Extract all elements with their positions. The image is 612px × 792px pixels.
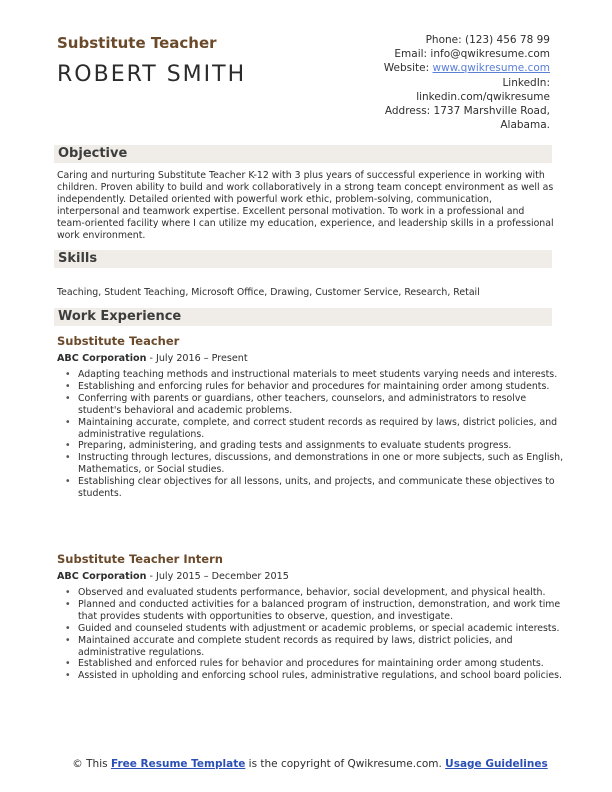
- list-item: • Preparing, administering, and grading tests and assignments to evaluate students progress.: [78, 440, 566, 452]
- free-resume-template-link[interactable]: Free Resume Template: [110, 758, 246, 770]
- job-1-meta: [57, 353, 248, 364]
- list-item: • Instructing through lectures, discussions, and demonstrations in one or more subjects, such as English, Mathematics, or Social studies.: [78, 452, 566, 476]
- candidate-name: ROBERT SMITH: [57, 62, 247, 87]
- resume-job-title: Substitute Teacher: [57, 34, 217, 52]
- list-item: • Established and enforced rules for behavior and procedures for maintaining order among students.: [78, 658, 566, 670]
- objective-text: Caring and nurturing Substitute Teacher K-12 with 3 plus years of successful experience in working with children. Proven ability to build and work collaboratively in a strong team concept environment as well as independently. Detailed oriented with powerful work ethic, problem-solving, communication, interpersonal and teamwork expertise. Excellent personal motivation. To work in a professional and team-oriented facility where I can utilize my education, experience, and leadership skills in a professional work environment.: [57, 170, 554, 242]
- list-item: • Adapting teaching methods and instructional materials to meet students varying needs and interests.: [78, 369, 566, 381]
- list-item: • Planned and conducted activities for a balanced program of instruction, demonstration, and work time that provides students with opportunities to observe, question, and investigate.: [78, 599, 566, 623]
- list-item: • Observed and evaluated students performance, behavior, social development, and physical health.: [78, 587, 566, 599]
- contact-linkedin-label: LinkedIn:: [502, 76, 550, 89]
- list-item: • Maintaining accurate, complete, and correct student records as required by laws, district policies, and administrative regulations.: [78, 417, 566, 441]
- contact-linkedin-value: linkedin.com/qwikresume: [416, 90, 550, 103]
- objective-section-header: [54, 145, 552, 163]
- skills-heading: Skills: [58, 251, 98, 266]
- job-1-title: Substitute Teacher: [57, 334, 180, 348]
- contact-website: [300, 61, 550, 75]
- list-item: • Maintained accurate and complete student records as required by laws, district policies, and administrative regulations.: [78, 635, 566, 659]
- experience-section-header: [54, 308, 552, 326]
- contact-address-line2: Alabama.: [500, 119, 550, 132]
- list-item: • Guided and counseled students with adjustment or academic problems, or special academic interests.: [78, 623, 566, 635]
- website-link[interactable]: www.qwikresume.com: [432, 62, 550, 75]
- contact-email: Email: info@qwikresume.com: [394, 48, 550, 61]
- job-1-dates: - July 2016 – Present: [146, 353, 248, 364]
- contact-block: [300, 33, 550, 132]
- footer-copyright-text: © This: [72, 758, 111, 770]
- list-item: • Assisted in upholding and enforcing school rules, administrative regulations, and school board policies.: [78, 670, 566, 682]
- footer-middle-text: is the copyright of Qwikresume.com.: [245, 758, 446, 770]
- list-item: • Conferring with parents or guardians, other teachers, counselors, and administrators to resolve student's behavioral and academic problems.: [78, 393, 566, 417]
- job-1-company: ABC Corporation: [57, 353, 147, 364]
- list-item: • Establishing and enforcing rules for behavior and procedures for maintaining order among students.: [78, 381, 566, 393]
- job-2-bullets: [64, 587, 566, 682]
- job-2-dates: - July 2015 – December 2015: [146, 571, 289, 582]
- objective-heading: Objective: [58, 146, 128, 161]
- experience-heading: Work Experience: [58, 309, 182, 324]
- skills-section-header: [54, 250, 552, 268]
- list-item: • Establishing clear objectives for all lessons, units, and projects, and communicate these objectives to students.: [78, 476, 566, 500]
- job-1-bullets: [64, 369, 566, 500]
- usage-guidelines-link[interactable]: Usage Guidelines: [445, 758, 548, 770]
- job-2-title: Substitute Teacher Intern: [57, 552, 223, 566]
- contact-address-line1: Address: 1737 Marshville Road,: [384, 105, 550, 118]
- skills-text: Teaching, Student Teaching, Microsoft Office, Drawing, Customer Service, Research, Retail: [57, 287, 480, 298]
- footer: [60, 757, 560, 771]
- contact-phone: Phone: (123) 456 78 99: [425, 34, 550, 46]
- job-2-company: ABC Corporation: [57, 571, 147, 582]
- job-2-meta: [57, 571, 289, 582]
- website-label: Website:: [383, 62, 433, 75]
